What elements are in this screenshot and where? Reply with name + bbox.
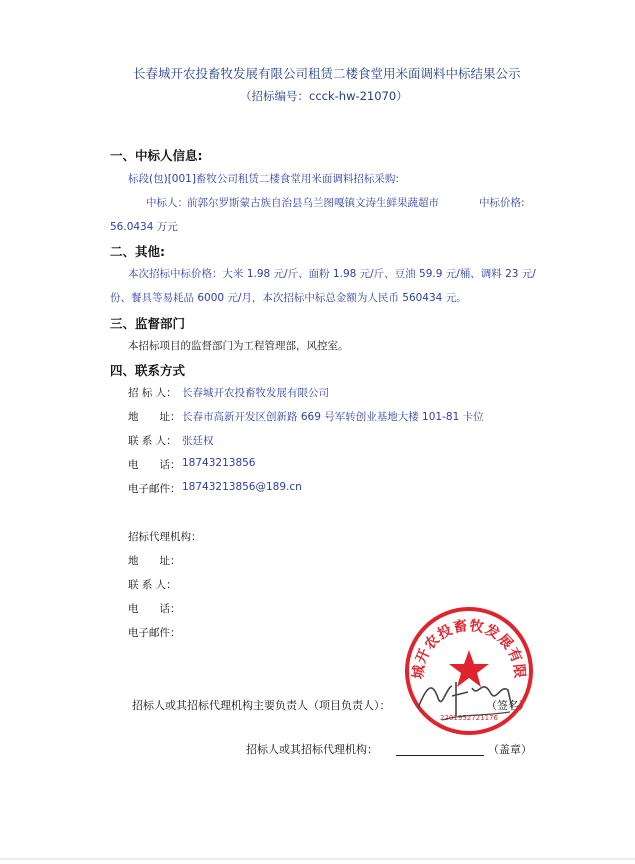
winner-name: 前郭尔罗斯蒙古族自治县乌兰图嘎镇文涛生鲜果蔬超市 xyxy=(187,197,439,209)
signature-line-label: 招标人或其招标代理机构主要负责人（项目负责人）： xyxy=(132,699,391,712)
section-1-heading: 一、中标人信息: xyxy=(110,148,203,163)
address-label: 地 址： xyxy=(128,411,181,423)
agency-address-label: 地 址： xyxy=(128,555,181,567)
section-2-line-1: 本次招标中标价格：大米 1.98 元/斤、面粉 1.98 元/斤、豆油 59.9 元/桶、调料 23 元/ xyxy=(128,268,536,280)
email-value: 18743213856@189.cn xyxy=(182,481,302,493)
seal-text: 城开农投畜牧发展有限 xyxy=(410,618,528,680)
agency-email-label: 电子邮件： xyxy=(128,627,181,639)
contact-label: 联 系 人： xyxy=(128,435,177,447)
agency-phone-label: 电 话： xyxy=(128,603,181,615)
section-3-heading: 三、监督部门 xyxy=(110,316,186,331)
phone-value: 18743213856 xyxy=(182,457,256,469)
signature-line-suffix: （签名） xyxy=(486,699,530,712)
tenderer-label: 招 标 人： xyxy=(128,387,177,399)
document-subtitle: （招标编号：ccck-hw-21070） xyxy=(240,89,408,103)
section-3-text: 本招标项目的监督部门为工程管理部，风控室。 xyxy=(128,340,349,352)
price-value: 56.0434 万元 xyxy=(110,221,178,233)
handwritten-signature xyxy=(412,668,522,728)
contact-value: 张廷权 xyxy=(182,435,214,447)
document-title: 长春城开农投畜牧发展有限公司租赁二楼食堂用米面调料中标结果公示 xyxy=(133,66,521,81)
stamp-line-label: 招标人或其招标代理机构： xyxy=(246,743,378,756)
section-2-heading: 二、其他: xyxy=(110,244,165,259)
stamp-line-suffix: （盖章） xyxy=(488,743,532,756)
section-1-line: 标段(包)[001]畜牧公司租赁二楼食堂用米面调料招标采购: xyxy=(128,173,399,185)
section-2-line-2: 份、餐具等易耗品 6000 元/月，本次招标中标总金额为人民币 560434 元。 xyxy=(110,292,467,304)
phone-label: 电 话： xyxy=(128,459,181,471)
tenderer-value: 长春城开农投畜牧发展有限公司 xyxy=(182,387,329,399)
winner-label: 中标人： xyxy=(146,197,188,209)
section-4-heading: 四、联系方式 xyxy=(110,363,186,378)
address-value: 长春市高新开发区创新路 669 号军转创业基地大楼 101-81 卡位 xyxy=(182,411,484,423)
page-bottom-edge xyxy=(0,858,635,860)
email-label: 电子邮件： xyxy=(128,483,181,495)
price-label: 中标价格: xyxy=(479,197,525,209)
stamp-blank-line xyxy=(396,755,484,756)
agency-title: 招标代理机构： xyxy=(128,531,202,543)
seal-number: 2201952721176 xyxy=(440,714,498,722)
agency-contact-label: 联 系 人： xyxy=(128,579,177,591)
